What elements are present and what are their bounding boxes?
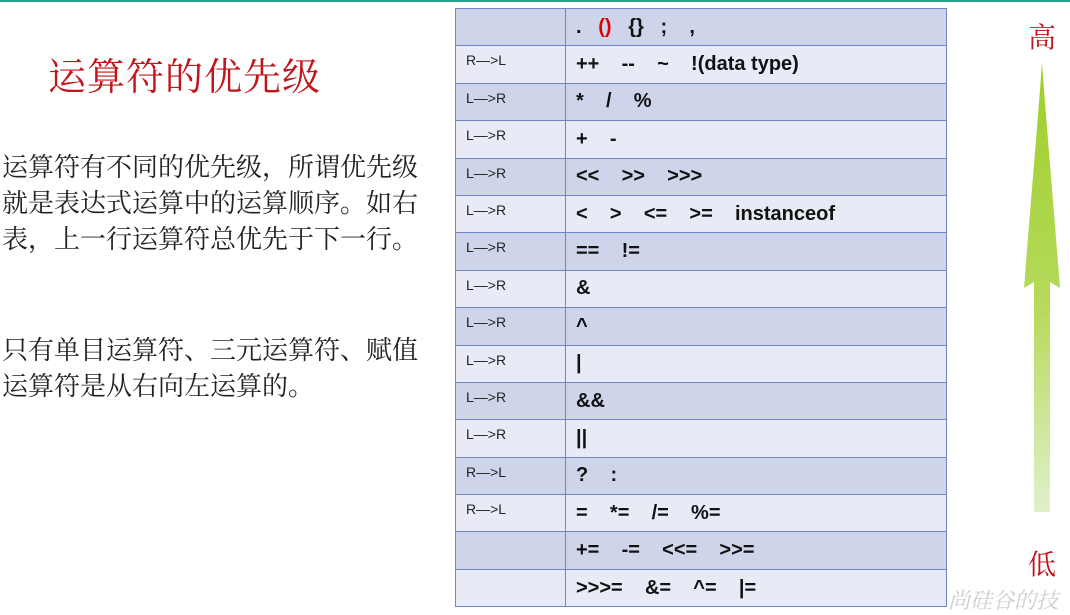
operators-cell: == != [566,233,947,270]
precedence-table [455,8,947,607]
low-priority-label: 低 [1028,548,1057,581]
associativity-cell: L—>R [456,195,566,232]
associativity-cell: L—>R [456,83,566,120]
operators-cell: + - [566,121,947,158]
watermark-text: 尚硅谷的技 [948,589,1059,614]
operators-cell: && [566,382,947,419]
associativity-cell [456,569,566,606]
operators-text: . [576,15,599,38]
operators-cell: & [566,270,947,307]
table-row [456,308,947,345]
table-row [456,195,947,232]
top-rule [0,0,1070,2]
associativity-cell: R—>L [456,457,566,494]
associativity-cell: L—>R [456,345,566,382]
associativity-cell: L—>R [456,382,566,419]
description-paragraph: 运算符有不同的优先级，所谓优先级就是表达式运算中的运算顺序。如右表，上一行运算符总优先于下一行。 [2,153,419,255]
table-row [456,420,947,457]
operators-cell: ^ [566,308,947,345]
operators-cell: ++ -- ~ !(data type) [566,46,947,83]
parentheses-operator: () [598,15,612,38]
associativity-cell: R—>L [456,495,566,532]
priority-arrow-icon [1020,60,1064,516]
associativity-cell [456,9,566,46]
table-row [456,270,947,307]
operators-cell: >>>= &= ^= |= [566,569,947,606]
table-row [456,9,947,46]
table-row [456,83,947,120]
associativity-cell: R—>L [456,46,566,83]
operators-cell: * / % [566,83,947,120]
operators-cell: += -= <<= >>= [566,532,947,569]
table-row [456,345,947,382]
table-row [456,46,947,83]
table-row [456,382,947,419]
table-row [456,569,947,606]
note-paragraph: 只有单目运算符、三元运算符、赋值运算符是从右向左运算的。 [2,336,419,402]
associativity-cell: L—>R [456,270,566,307]
associativity-cell [456,532,566,569]
table-row [456,158,947,195]
associativity-cell: L—>R [456,420,566,457]
operators-cell: || [566,420,947,457]
table-row [456,457,947,494]
operators-text: {} ; , [611,15,695,38]
table-row [456,121,947,158]
operators-cell: << >> >>> [566,158,947,195]
slide-title: 运算符的优先级 [48,55,322,99]
operators-cell: | [566,345,947,382]
associativity-cell: L—>R [456,233,566,270]
table-row [456,233,947,270]
operators-cell: = *= /= %= [566,495,947,532]
table-row [456,532,947,569]
operators-cell [566,9,947,46]
operators-cell: ? : [566,457,947,494]
associativity-cell: L—>R [456,158,566,195]
operators-cell: < > <= >= instanceof [566,195,947,232]
high-priority-label: 高 [1028,21,1057,54]
table-row [456,495,947,532]
associativity-cell: L—>R [456,308,566,345]
associativity-cell: L—>R [456,121,566,158]
